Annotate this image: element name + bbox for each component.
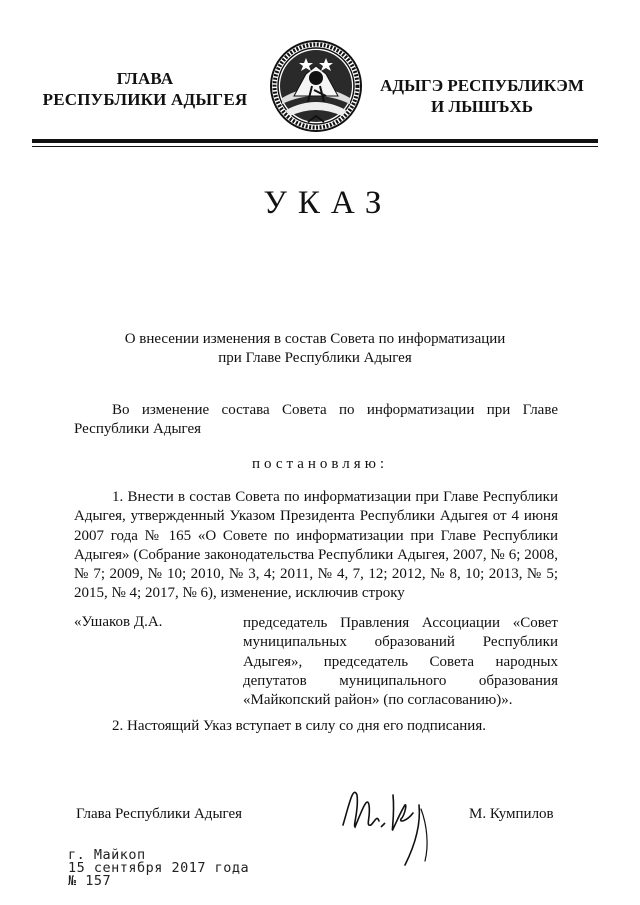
subject-line1: О внесении изменения в состав Совета по информатизации — [124, 331, 506, 347]
decree-word: постановляю: — [251, 456, 389, 472]
item-2-paragraph: 2. Настоящий Указ вступает в силу со дня его подписания. — [112, 718, 486, 734]
document-subject — [60, 330, 570, 368]
excluded-row-name: «Ушаков Д.А. — [74, 614, 163, 630]
stamp-number: № 157 — [68, 873, 112, 889]
header-rule-thin — [32, 146, 598, 147]
header-right-line1: АДЫГЭ РЕСПУБЛИКЭМ — [380, 76, 584, 95]
excluded-row-position: председатель Правления Ассоциации «Совет муниципальных образований Республики Адыгея», председатель Совета народных депутатов муниципального образования «Майкопский район» (по согласованию)». — [243, 615, 558, 709]
intro-paragraph: Во изменение состава Совета по информатизации при Главе Республики Адыгея — [74, 402, 558, 438]
signatory-name: М. Кумпилов — [469, 806, 554, 822]
header-left — [20, 68, 270, 110]
coat-of-arms-emblem-icon — [268, 38, 364, 134]
stamp-date: 15 сентября 2017 года — [68, 860, 250, 876]
header-right-line2: И ЛЫШЪХЬ — [430, 97, 534, 116]
item-1-paragraph: 1. Внести в состав Совета по информатизации при Главе Республики Адыгея, утвержденный Указом Президента Республики Адыгея от 4 июня 2007 года № 165 «О Совете по информатизации при Главе Республики Адыгея» (Собрание законодательства Республики Адыгея, 2007, № 6; 2008, № 7; 2009, № 10; 2010, № 3, 4; 2011, № 4, 7, 12; 2012, № 8, 10; 2013, № 5; 2015, № 4; 2017, № 6), изменение, исключив строку — [74, 489, 558, 602]
header-left-line1: ГЛАВА — [116, 69, 174, 88]
header-right — [362, 75, 602, 117]
signatory-title: Глава Республики Адыгея — [76, 806, 243, 822]
document-title: УКАЗ — [263, 185, 393, 221]
handwritten-signature-icon — [335, 765, 445, 875]
subject-line2: при Главе Республики Адыгея — [218, 350, 412, 366]
header-left-line2: РЕСПУБЛИКИ АДЫГЕЯ — [42, 90, 248, 109]
stamp-city: г. Майкоп — [68, 847, 146, 863]
header-rule-thick — [32, 139, 598, 143]
